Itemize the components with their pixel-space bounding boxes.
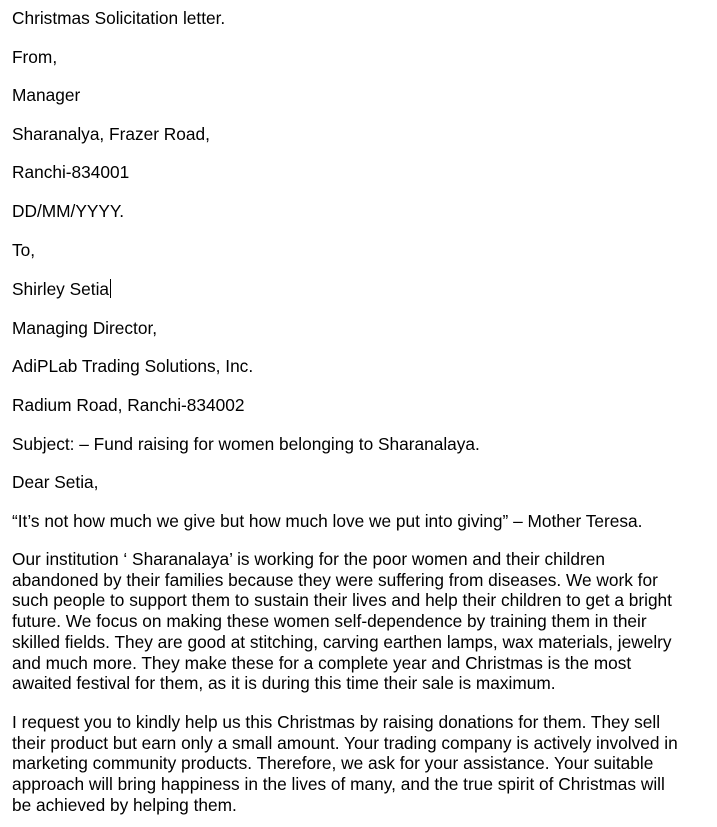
paragraph-2-line: I request you to kindly help us this Christmas by raising donations for them. They sell — [12, 712, 661, 732]
paragraph-2-line: approach will bring happiness in the lives of many, and the true spirit of Christmas will — [12, 774, 665, 795]
sender-city: Ranchi-834001 — [12, 162, 130, 182]
paragraph-2 — [12, 712, 712, 816]
to-label: To, — [12, 240, 36, 260]
paragraph-1-line: abandoned by their families because they were suffering from diseases. We work for — [12, 569, 658, 590]
letter-date: DD/MM/YYYY. — [12, 201, 125, 221]
recipient-title: Managing Director, — [12, 318, 158, 338]
quote-line: “It’s not how much we give but how much love we put into giving” – Mother Teresa. — [12, 511, 643, 531]
salutation: Dear Setia, — [12, 472, 99, 492]
sender-address: Sharanalya, Frazer Road, — [12, 124, 210, 144]
paragraph-1-line: such people to support them to sustain their lives and help their children to get a bright — [12, 590, 672, 611]
subject-line: Subject: – Fund raising for women belonging to Sharanalaya. — [12, 434, 480, 454]
from-label: From, — [12, 47, 58, 67]
recipient-name: Shirley Setia — [12, 279, 110, 299]
recipient-name-line — [12, 279, 111, 299]
paragraph-2-line: their product but earn only a small amount. Your trading company is actively involved in — [12, 732, 678, 753]
recipient-address: Radium Road, Ranchi-834002 — [12, 395, 245, 415]
recipient-company: AdiPLab Trading Solutions, Inc. — [12, 356, 254, 376]
sender-title: Manager — [12, 85, 81, 105]
document-title: Christmas Solicitation letter. — [12, 8, 226, 28]
text-cursor — [110, 279, 111, 298]
paragraph-1-line: Our institution ‘ Sharanalaya’ is working for the poor women and their children — [12, 549, 605, 569]
paragraph-1-line: skilled fields. They are good at stitching, carving earthen lamps, wax materials, jewelry — [12, 631, 672, 652]
paragraph-1-line: awaited festival for them, as it is during this time their sale is maximum. — [12, 673, 556, 694]
paragraph-1 — [12, 549, 712, 694]
paragraph-1-line: and much more. They make these for a complete year and Christmas is the most — [12, 652, 632, 673]
paragraph-2-line: marketing community products. Therefore, we ask for your assistance. Your suitable — [12, 753, 654, 774]
paragraph-1-line: future. We focus on making these women self-dependence by training them in their — [12, 611, 647, 632]
paragraph-2-line: be achieved by helping them. — [12, 794, 237, 815]
